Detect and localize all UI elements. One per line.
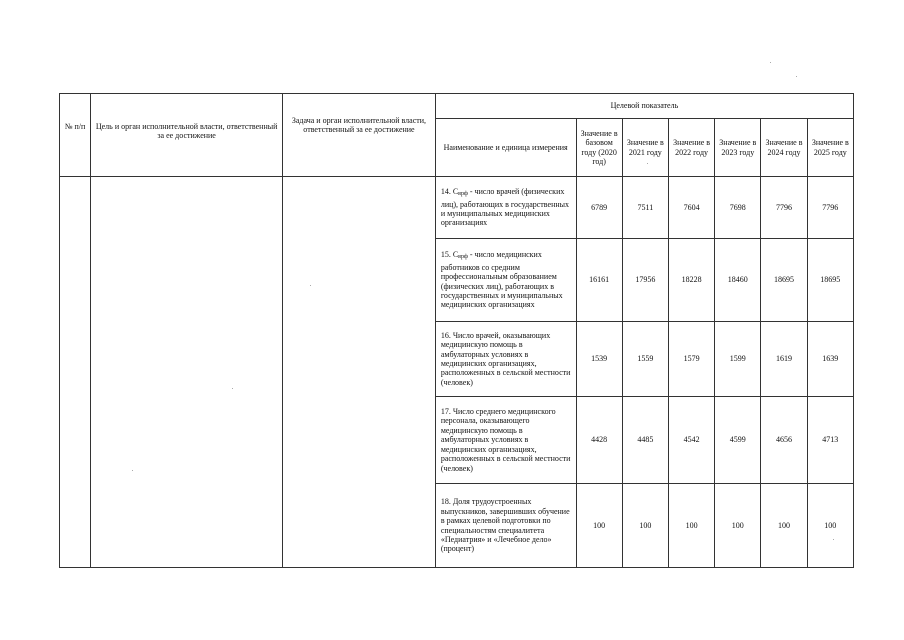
goal-cell [91, 177, 283, 568]
header-row-1 [60, 94, 854, 119]
indicator-name: 14. $С_{врф}$ - число врачей (физических лиц), работающих в государственных и муниципальных медицинских организациях [435, 177, 576, 239]
value-2022: 7604 [668, 177, 714, 239]
value-2022: 100 [668, 484, 714, 568]
task-cell [283, 177, 436, 568]
value-2025: 1639 [807, 322, 853, 397]
value-2022: 18228 [668, 239, 714, 322]
value-base: 100 [576, 484, 622, 568]
col-header-2024: Значение в 2024 году [761, 119, 807, 177]
col-header-2025: Значение в 2025 году [807, 119, 853, 177]
value-2024: 4656 [761, 397, 807, 484]
scan-speck [132, 470, 133, 471]
indicator-name: 15. $С_{врф}$ - число медицинских работников со средним профессиональным образованием (физических лиц), работающих в государственных и муниципальных медицинских организациях [435, 239, 576, 322]
value-2024: 1619 [761, 322, 807, 397]
value-2023: 18460 [715, 239, 761, 322]
scan-speck [770, 62, 771, 63]
col-header-2021: Значение в 2021 году [622, 119, 668, 177]
table-row [60, 177, 854, 239]
col-header-2022: Значение в 2022 году [668, 119, 714, 177]
value-2023: 100 [715, 484, 761, 568]
col-header-goal: Цель и орган исполнительной власти, ответственный за ее достижение [91, 94, 283, 177]
value-2021: 17956 [622, 239, 668, 322]
value-2025: 4713 [807, 397, 853, 484]
value-base: 4428 [576, 397, 622, 484]
col-header-indicator-name: Наименование и единица измерения [435, 119, 576, 177]
indicator-name: 16. Число врачей, оказывающих медицинскую помощь в амбулаторных условиях в медицинских организациях, расположенных в сельской местности (человек) [435, 322, 576, 397]
value-2022: 4542 [668, 397, 714, 484]
indicator-name: 17. Число среднего медицинского персонала, оказывающего медицинскую помощь в амбулаторных условиях в медицинских организациях, расположенных в сельской местности (человек) [435, 397, 576, 484]
scan-speck [232, 388, 233, 389]
col-header-task: Задача и орган исполнительной власти, ответственный за ее достижение [283, 94, 436, 177]
value-2023: 1599 [715, 322, 761, 397]
value-2024: 18695 [761, 239, 807, 322]
col-header-num: № п/п [60, 94, 91, 177]
col-header-2023: Значение в 2023 году [715, 119, 761, 177]
col-header-base-year: Значение в базовом году (2020 год) [576, 119, 622, 177]
value-2021: 4485 [622, 397, 668, 484]
target-indicators-table [59, 93, 854, 568]
value-2021: 1559 [622, 322, 668, 397]
scan-speck [310, 285, 311, 286]
value-base: 16161 [576, 239, 622, 322]
value-2023: 7698 [715, 177, 761, 239]
scan-speck [833, 539, 834, 540]
scan-speck [647, 163, 648, 164]
value-2025: 100 [807, 484, 853, 568]
num-cell [60, 177, 91, 568]
value-2025: 18695 [807, 239, 853, 322]
value-2025: 7796 [807, 177, 853, 239]
value-2024: 7796 [761, 177, 807, 239]
col-header-target-indicator: Целевой показатель [435, 94, 853, 119]
value-base: 6789 [576, 177, 622, 239]
value-2024: 100 [761, 484, 807, 568]
scan-speck [796, 76, 797, 77]
value-2021: 100 [622, 484, 668, 568]
value-base: 1539 [576, 322, 622, 397]
value-2021: 7511 [622, 177, 668, 239]
indicator-name: 18. Доля трудоустроенных выпускников, завершивших обучение в рамках целевой подготовки по специальностям специалитета «Педиатрия» и «Лечебное дело» (процент) [435, 484, 576, 568]
value-2022: 1579 [668, 322, 714, 397]
value-2023: 4599 [715, 397, 761, 484]
